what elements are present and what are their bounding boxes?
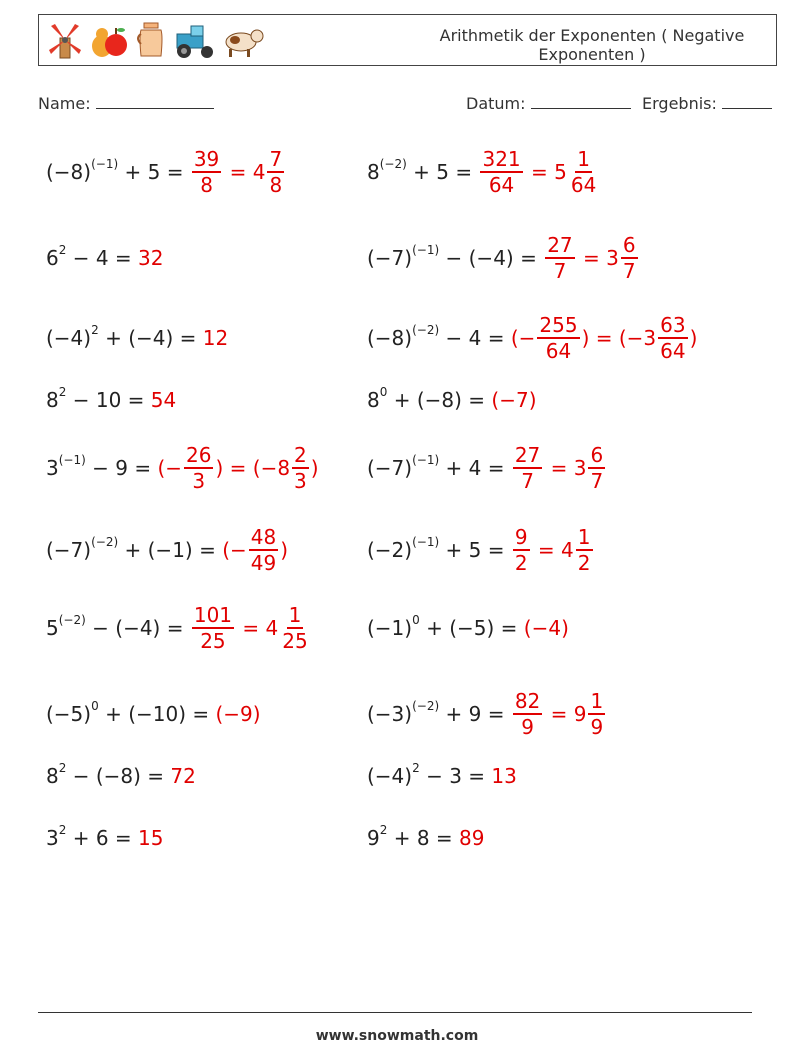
windmill-icon <box>45 20 85 60</box>
problem-exponent: 2 <box>91 323 99 337</box>
problem-exponent: (−2) <box>412 699 440 713</box>
fraction-denominator: 64 <box>545 339 572 363</box>
problem-item <box>46 147 286 197</box>
fraction-denominator: 2 <box>514 551 528 575</box>
problem-base: (−4) <box>46 326 92 350</box>
fraction-denominator: 64 <box>570 173 597 197</box>
problem-exponent: 2 <box>379 823 388 837</box>
answer-fraction <box>184 443 213 493</box>
answer-text: (−4) <box>523 616 569 640</box>
problem-item <box>367 820 485 856</box>
answer-fraction <box>192 147 221 197</box>
answer-fraction <box>576 525 593 575</box>
problem-base: 6 <box>46 246 59 270</box>
fraction-numerator: 26 <box>186 443 212 467</box>
answer-text: 13 <box>491 764 517 788</box>
answer-text: 15 <box>138 826 164 850</box>
problem-base: (−7) <box>46 538 92 562</box>
date-blank[interactable] <box>531 96 631 109</box>
problem-answer <box>157 443 318 493</box>
problem-rest: + (−10) = <box>98 702 216 726</box>
fraction-numerator: 321 <box>482 147 521 171</box>
jar-icon <box>133 20 169 60</box>
problem-exponent: (−1) <box>91 157 119 171</box>
problem-base: (−3) <box>367 702 413 726</box>
answer-fraction <box>292 443 309 493</box>
answer-text: 32 <box>138 246 164 270</box>
problem-rest: − 4 = <box>66 246 139 270</box>
footer-site: www.snowmath.com <box>315 1028 479 1044</box>
answer-text: = 5 <box>524 160 567 184</box>
problem-answer <box>459 826 484 850</box>
fraction-denominator: 7 <box>622 259 636 283</box>
answer-text: 89 <box>459 826 485 850</box>
problem-item <box>46 443 319 493</box>
problem-rest: − (−8) = <box>66 764 171 788</box>
problem-exponent: 2 <box>58 385 67 399</box>
answer-fraction <box>621 233 638 283</box>
answer-text: 12 <box>202 326 229 350</box>
name-field[interactable] <box>38 94 214 113</box>
answer-fraction <box>513 689 542 739</box>
answer-text: ) = (−3 <box>581 326 657 350</box>
fraction-denominator: 49 <box>250 551 277 575</box>
problem-answer <box>491 764 516 788</box>
problem-answer <box>151 388 176 412</box>
problem-exponent: (−2) <box>58 613 86 627</box>
problem-base: (−7) <box>367 246 413 270</box>
problem-answer <box>491 388 536 412</box>
problem-exponent: (−2) <box>91 535 119 549</box>
problem-answer <box>524 616 569 640</box>
problem-base: 5 <box>46 616 59 640</box>
result-field[interactable] <box>642 94 772 113</box>
fraction-numerator: 6 <box>590 443 604 467</box>
fraction-numerator: 1 <box>577 147 590 171</box>
fraction-denominator: 9 <box>590 715 604 739</box>
fraction-numerator: 9 <box>514 525 528 549</box>
problem-answer <box>190 147 286 197</box>
answer-fraction <box>513 525 530 575</box>
answer-fraction <box>480 147 522 197</box>
fraction-numerator: 39 <box>193 147 220 171</box>
fraction-denominator: 25 <box>200 629 226 653</box>
problem-answer <box>138 826 163 850</box>
answer-fraction <box>280 603 309 653</box>
fraction-denominator: 7 <box>553 259 567 283</box>
answer-text: = 4 <box>236 616 279 640</box>
answer-text: (−7) <box>491 388 537 412</box>
answer-text: 54 <box>150 388 177 412</box>
problem-rest: + 6 = <box>66 826 139 850</box>
problem-answer <box>511 313 698 363</box>
problem-rest: − (−4) = <box>85 616 190 640</box>
problem-base: 3 <box>46 826 59 850</box>
answer-fraction <box>267 147 284 197</box>
name-label: Name: <box>38 94 91 113</box>
problem-base: (−8) <box>367 326 413 350</box>
problem-item <box>367 313 698 363</box>
problem-rest: − 9 = <box>85 456 158 480</box>
date-label: Datum: <box>466 94 526 113</box>
answer-text: = 4 <box>531 538 574 562</box>
problem-answer <box>170 764 195 788</box>
answer-text: = 3 <box>544 456 587 480</box>
answer-fraction <box>658 313 687 363</box>
fraction-denominator: 3 <box>192 469 206 493</box>
problem-rest: − (−4) = <box>439 246 544 270</box>
problem-exponent: (−2) <box>379 157 407 171</box>
fraction-denominator: 8 <box>200 173 213 197</box>
answer-text: 72 <box>170 764 196 788</box>
answer-fraction <box>588 443 605 493</box>
pear-apple-icon <box>89 20 129 60</box>
answer-text: (− <box>157 456 183 480</box>
answer-fraction <box>569 147 598 197</box>
answer-fraction <box>192 603 234 653</box>
problem-exponent: 2 <box>412 761 420 775</box>
result-label: Ergebnis: <box>642 94 717 113</box>
problem-rest: + 5 = <box>406 160 479 184</box>
fraction-numerator: 6 <box>622 233 636 257</box>
problem-answer <box>138 246 163 270</box>
fraction-numerator: 1 <box>577 525 591 549</box>
problem-exponent: 0 <box>91 699 99 713</box>
problem-answer <box>511 689 607 739</box>
answer-text: ) = (−8 <box>215 456 291 480</box>
answer-text: = 3 <box>576 246 619 270</box>
answer-text: = 9 <box>544 702 587 726</box>
problem-item <box>46 525 289 575</box>
problem-item <box>367 443 607 493</box>
answer-text: ) <box>689 326 698 350</box>
problem-item <box>367 147 600 197</box>
fraction-numerator: 1 <box>590 689 604 713</box>
problem-rest: − 4 = <box>439 326 511 350</box>
problem-base: 8 <box>367 388 380 412</box>
problem-exponent: (−1) <box>412 243 440 257</box>
name-blank[interactable] <box>96 96 214 109</box>
fraction-denominator: 3 <box>294 469 307 493</box>
answer-text: (− <box>510 326 536 350</box>
problem-rest: + (−5) = <box>419 616 524 640</box>
fraction-numerator: 27 <box>514 443 541 467</box>
problem-answer <box>203 326 228 350</box>
problem-base: (−2) <box>367 538 413 562</box>
fraction-denominator: 64 <box>488 173 515 197</box>
header-icons <box>45 20 265 60</box>
worksheet-header <box>38 14 777 66</box>
fraction-numerator: 2 <box>294 443 307 467</box>
fraction-denominator: 64 <box>660 339 686 363</box>
fraction-numerator: 7 <box>269 147 283 171</box>
worksheet-title: Arithmetik der Exponenten ( Negative Exponenten ) <box>439 26 745 64</box>
problem-base: (−5) <box>46 702 92 726</box>
problem-item <box>367 233 640 283</box>
answer-text: (−9) <box>215 702 261 726</box>
problem-exponent: 0 <box>379 385 388 399</box>
fraction-numerator: 255 <box>539 313 578 337</box>
problem-base: (−7) <box>367 456 413 480</box>
problem-item <box>46 240 164 276</box>
problem-item <box>46 820 164 856</box>
problem-exponent: 2 <box>58 243 67 257</box>
problem-item <box>46 603 312 653</box>
problem-item <box>367 689 607 739</box>
footer-divider <box>38 1012 752 1013</box>
fraction-denominator: 7 <box>590 469 604 493</box>
problem-rest: + 8 = <box>387 826 460 850</box>
problem-rest: + (−1) = <box>118 538 223 562</box>
fraction-denominator: 9 <box>521 715 534 739</box>
fraction-denominator: 8 <box>269 173 283 197</box>
fraction-numerator: 63 <box>660 313 686 337</box>
problem-item <box>46 320 228 356</box>
problem-base: (−8) <box>46 160 92 184</box>
problem-exponent: 2 <box>58 823 67 837</box>
answer-text: ) <box>280 538 289 562</box>
problem-rest: + 4 = <box>439 456 511 480</box>
problem-exponent: (−1) <box>412 453 440 467</box>
problem-exponent: (−1) <box>58 453 86 467</box>
problem-rest: + 9 = <box>439 702 511 726</box>
problem-rest: + (−4) = <box>98 326 203 350</box>
problem-item <box>46 758 196 794</box>
answer-text: (− <box>222 538 247 562</box>
fraction-numerator: 82 <box>514 689 541 713</box>
problem-base: (−1) <box>367 616 413 640</box>
tractor-icon <box>173 20 217 60</box>
fraction-denominator: 25 <box>282 629 308 653</box>
problem-exponent: 2 <box>58 761 67 775</box>
answer-text: ) <box>310 456 319 480</box>
problem-rest: + 5 = <box>118 160 190 184</box>
problem-item <box>367 525 595 575</box>
fraction-denominator: 7 <box>521 469 534 493</box>
problem-answer <box>478 147 600 197</box>
answer-fraction <box>588 689 605 739</box>
date-field[interactable] <box>466 94 631 113</box>
problem-item <box>367 758 517 794</box>
problem-exponent: (−2) <box>412 323 440 337</box>
fraction-denominator: 2 <box>577 551 591 575</box>
problem-base: 8 <box>46 388 59 412</box>
problem-item <box>46 696 261 732</box>
problem-answer <box>222 525 288 575</box>
problem-item <box>367 610 569 646</box>
answer-text: = 4 <box>223 160 266 184</box>
problem-rest: + (−8) = <box>387 388 492 412</box>
problem-answer <box>216 702 261 726</box>
problem-base: 9 <box>367 826 380 850</box>
problem-exponent: (−1) <box>412 535 440 549</box>
fraction-numerator: 48 <box>250 525 277 549</box>
fraction-numerator: 1 <box>288 603 302 627</box>
problem-rest: − 3 = <box>419 764 492 788</box>
fraction-numerator: 27 <box>547 233 573 257</box>
problem-answer <box>543 233 639 283</box>
problem-answer <box>190 603 312 653</box>
problem-base: 3 <box>46 456 59 480</box>
result-blank[interactable] <box>722 96 772 109</box>
problem-exponent: 0 <box>412 613 420 627</box>
problem-rest: + 5 = <box>439 538 511 562</box>
cow-icon <box>221 20 265 60</box>
problem-item <box>46 382 176 418</box>
answer-fraction <box>545 233 574 283</box>
answer-fraction <box>513 443 542 493</box>
problem-rest: − 10 = <box>66 388 151 412</box>
problem-base: 8 <box>46 764 59 788</box>
problem-base: 8 <box>367 160 380 184</box>
problem-base: (−4) <box>367 764 413 788</box>
problem-answer <box>511 443 607 493</box>
problem-item <box>367 382 537 418</box>
fraction-numerator: 101 <box>193 603 233 627</box>
answer-fraction <box>249 525 278 575</box>
answer-fraction <box>537 313 579 363</box>
problem-answer <box>511 525 595 575</box>
